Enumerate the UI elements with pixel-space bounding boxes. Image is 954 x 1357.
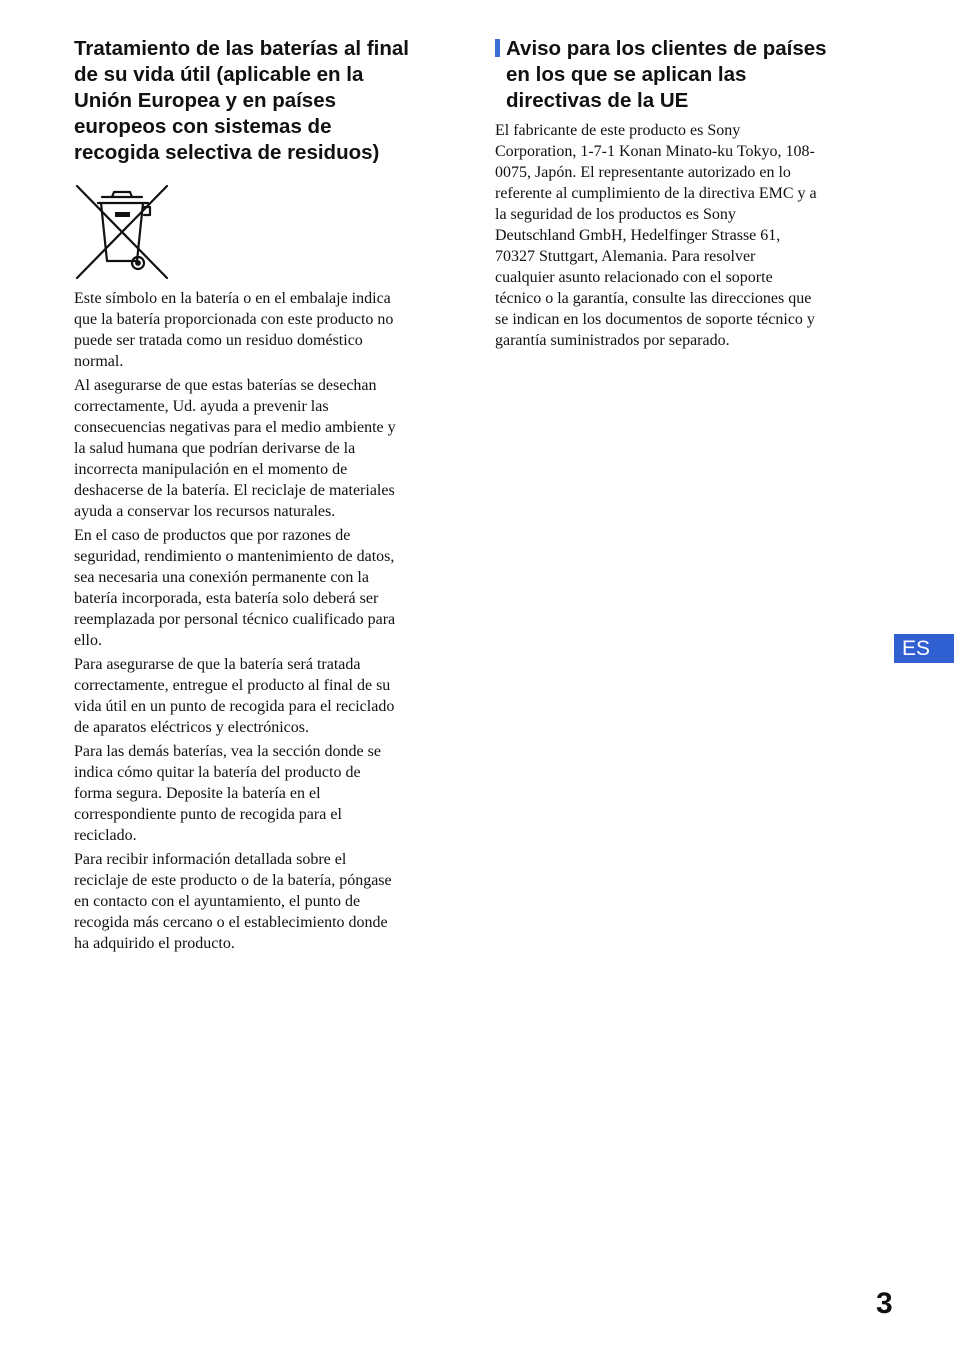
paragraph: Para las demás baterías, vea la sección donde se indica cómo quitar la batería del producto de forma segura. Deposite la batería en el correspondiente punto de recogida para el reciclado.	[74, 743, 381, 844]
right-section	[495, 36, 870, 114]
paragraph: Para asegurarse de que la batería será tratada correctamente, entregue el producto al final de su vida útil en un punto de recogida para el reciclado de aparatos eléctricos y electrónicos.	[74, 656, 395, 736]
paragraph: El fabricante de este producto es Sony Corporation, 1-7-1 Konan Minato-ku Tokyo, 108- 0075, Japón. El representante autorizado en lo referente al cumplimiento de la directiva EMC y a la seguridad de los productos es Sony Deutschland GmbH, Hedelfinger Strasse 61, 70327 Stuttgart, Alemania. Para resolver cualquier asunto relacionado con el soporte técnico o la garantía, consulte las direcciones que se indican en los documentos de soporte técnico y garantía suministrados por separado.	[495, 122, 817, 349]
battery-disposal-heading: Tratamiento de las baterías al final de su vida útil (aplicable en la Unión Europea y en países europeos con sistemas de recogida selectiva de residuos)	[74, 37, 409, 164]
language-tab: ES	[894, 634, 954, 663]
paragraph: En el caso de productos que por razones de seguridad, rendimiento o mantenimiento de datos, sea necesaria una conexión permanente con la batería incorporada, esta batería solo deberá ser reemplazada por personal técnico cualificado para ello.	[74, 527, 396, 649]
paragraph: Al asegurarse de que estas baterías se desechan correctamente, Ud. ayuda a prevenir las consecuencias negativas para el medio ambiente y la salud humana que podrían derivarse de la incorrecta manipulación en el momento de deshacerse de la batería. El reciclaje de materiales ayuda a conservar los recursos naturales.	[74, 377, 396, 520]
left-section	[74, 36, 444, 166]
battery-disposal-body	[74, 288, 446, 957]
eu-notice-body	[495, 120, 870, 351]
paragraph: Este símbolo en la batería o en el embalaje indica que la batería proporcionada con este producto no puede ser tratada como un residuo doméstico normal.	[74, 290, 394, 370]
section-marker-bar	[495, 39, 500, 57]
crossed-out-wheelie-bin-icon	[74, 183, 170, 281]
page-number: 3	[876, 1287, 893, 1320]
paragraph: Para recibir información detallada sobre el reciclaje de este producto o de la batería, póngase en contacto con el ayuntamiento, el punto de recogida más cercano o el establecimiento donde ha adquirido el producto.	[74, 851, 392, 952]
eu-notice-heading: Aviso para los clientes de países en los que se aplican las directivas de la UE	[506, 37, 827, 112]
eu-notice-heading-block	[495, 36, 870, 114]
